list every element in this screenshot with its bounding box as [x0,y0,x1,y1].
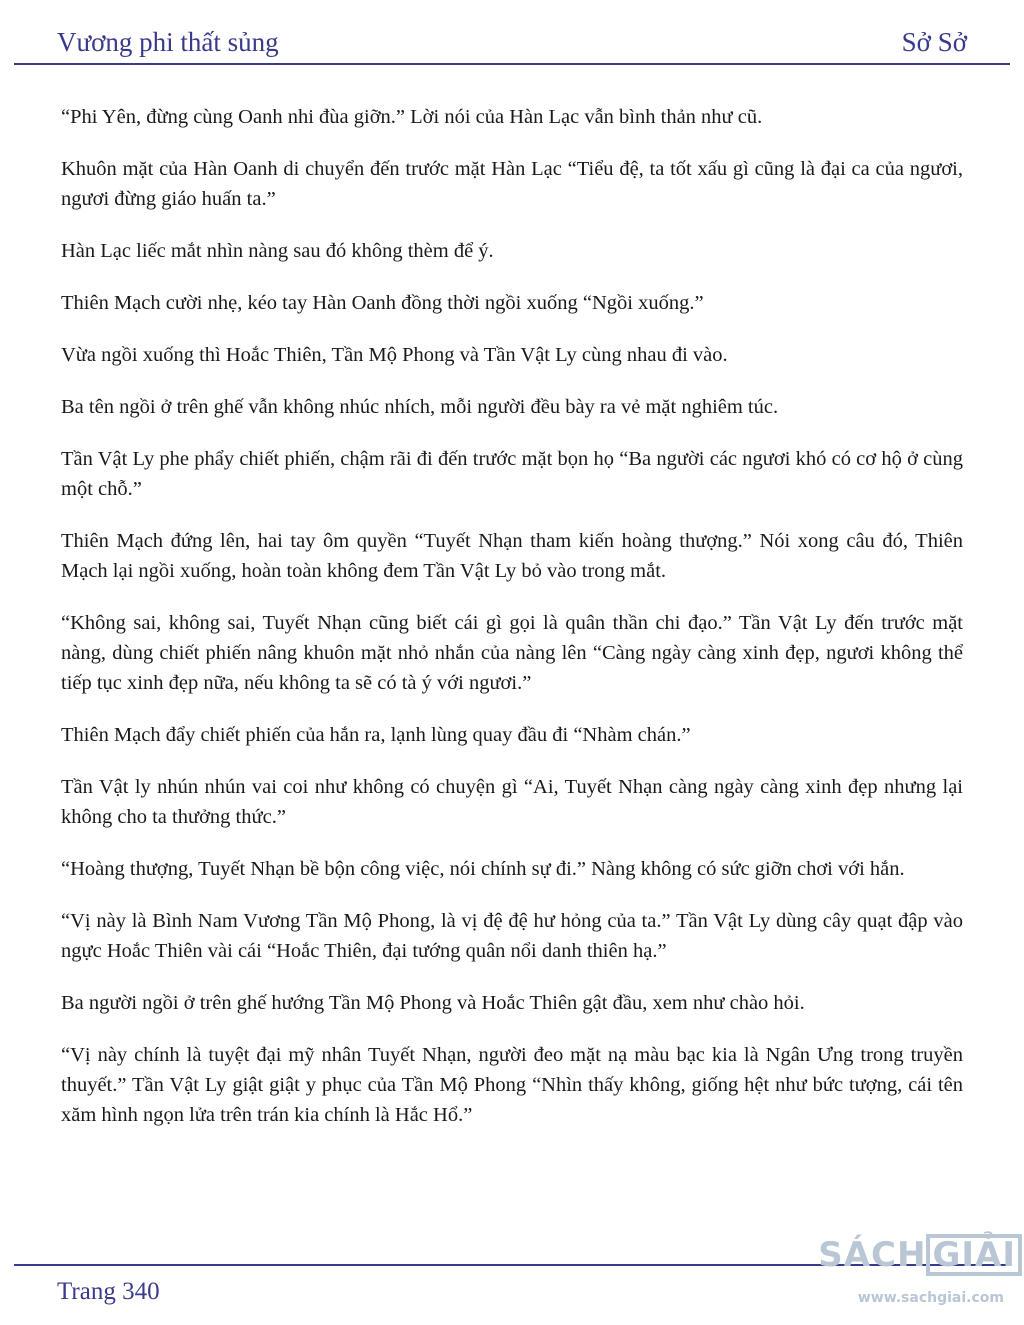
paragraph: Tần Vật Ly phe phẩy chiết phiến, chậm rãi đi đến trước mặt bọn họ “Ba người các ngươi khó có cơ hộ ở cùng một chỗ.” [61,448,963,500]
paragraph: Ba người ngồi ở trên ghế hướng Tần Mộ Phong và Hoắc Thiên gật đầu, xem như chào hỏi. [61,992,805,1014]
paragraph: Ba tên ngồi ở trên ghế vẫn không nhúc nhích, mỗi người đều bày ra vẻ mặt nghiêm túc. [61,396,779,418]
paragraph: Thiên Mạch đứng lên, hai tay ôm quyền “Tuyết Nhạn tham kiến hoàng thượng.” Nói xong câu đó, Thiên Mạch lại ngồi xuống, hoàn toàn không đem Tần Vật Ly bỏ vào trong mắt. [61,530,963,582]
watermark-url: www.sachgiai.com [857,1290,1004,1306]
paragraph: Thiên Mạch đẩy chiết phiến của hắn ra, lạnh lùng quay đầu đi “Nhàm chán.” [61,724,691,746]
book-title: Vương phi thất sủng [57,27,279,57]
paragraph: “Không sai, không sai, Tuyết Nhạn cũng biết cái gì gọi là quân thần chi đạo.” Tần Vật Ly đến trước mặt nàng, dùng chiết phiến nâng khuôn mặt nhỏ nhắn của nàng lên “Càng ngày càng xinh đẹp, ngươi không thể tiếp tục xinh đẹp nữa, nếu không ta sẽ có tà ý với ngươi.” [61,612,963,694]
paragraph: Hàn Lạc liếc mắt nhìn nàng sau đó không thèm để ý. [61,240,494,262]
watermark [814,1228,1024,1318]
paragraph: Thiên Mạch cười nhẹ, kéo tay Hàn Oanh đồng thời ngồi xuống “Ngồi xuống.” [61,292,704,314]
header-divider [14,63,1010,65]
watermark-logo [818,1234,1022,1276]
author-name: Sở Sở [901,27,967,57]
paragraph: “Vị này chính là tuyệt đại mỹ nhân Tuyết Nhạn, người đeo mặt nạ màu bạc kia là Ngân Ưng trong truyền thuyết.” Tần Vật Ly giật giật y phục của Tần Mộ Phong “Nhìn thấy không, giống hệt như bức tượng, cái tên xăm hình ngọn lửa trên trán kia chính là Hắc Hổ.” [61,1044,963,1126]
paragraph: “Phi Yên, đừng cùng Oanh nhi đùa giỡn.” Lời nói của Hàn Lạc vẫn bình thản như cũ. [61,106,763,128]
paragraph: “Vị này là Bình Nam Vương Tần Mộ Phong, là vị đệ đệ hư hỏng của ta.” Tần Vật Ly dùng cây quạt đập vào ngực Hoắc Thiên vài cái “Hoắc Thiên, đại tướng quân nổi danh thiên hạ.” [61,910,963,962]
paragraph: “Hoàng thượng, Tuyết Nhạn bề bộn công việc, nói chính sự đi.” Nàng không có sức giỡn chơi với hắn. [61,858,905,880]
watermark-logo-box: GIẢI [926,1234,1022,1276]
page-body [61,102,963,1152]
paragraph: Khuôn mặt của Hàn Oanh di chuyển đến trước mặt Hàn Lạc “Tiểu đệ, ta tốt xấu gì cũng là đại ca của ngươi, ngươi đừng giáo huấn ta.” [61,158,963,210]
watermark-logo-text: SÁCH [818,1235,927,1275]
paragraph: Vừa ngồi xuống thì Hoắc Thiên, Tần Mộ Phong và Tần Vật Ly cùng nhau đi vào. [61,344,728,366]
page-number: Trang 340 [57,1278,160,1305]
page-header [57,22,967,62]
paragraph: Tần Vật ly nhún nhún vai coi như không có chuyện gì “Ai, Tuyết Nhạn càng ngày càng xinh đẹp nhưng lại không cho ta thưởng thức.” [61,776,963,828]
